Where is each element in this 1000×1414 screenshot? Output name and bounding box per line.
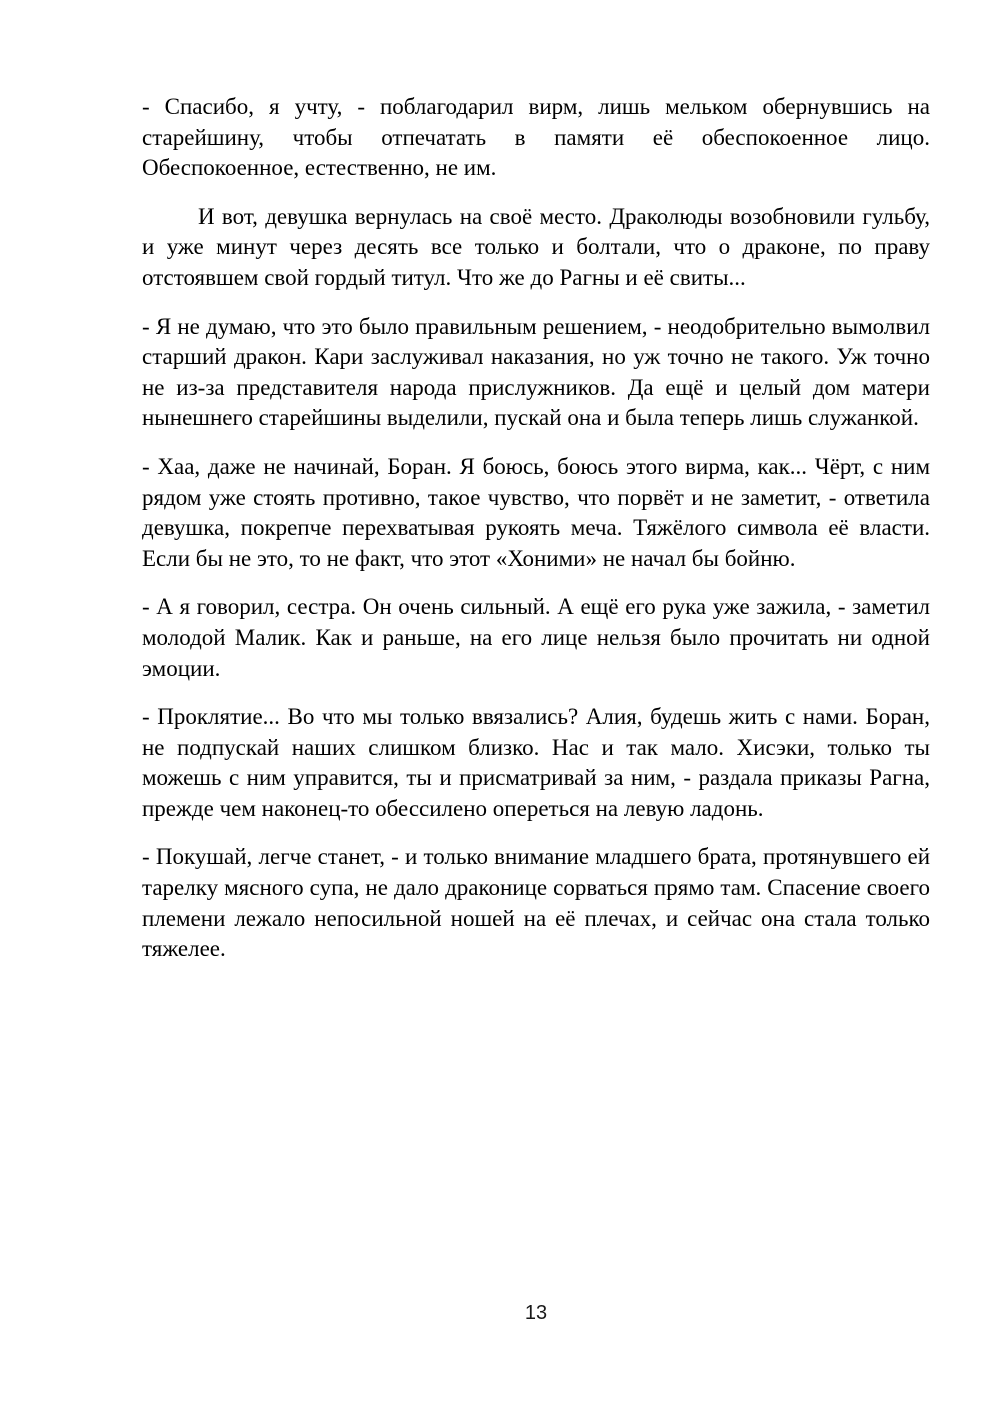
text-block [142,92,930,983]
paragraph: И вот, девушка вернулась на своё место. Драколюды возобновили гульбу, и уже минут через десять все только и болтали, что о драконе, по праву отстоявшем свой гордый титул. Что же до Рагны и её свиты... [142,203,930,290]
paragraph: - Я не думаю, что это было правильным решением, - неодобрительно вымолвил старший дракон. Кари заслуживал наказания, но уж точно не такого. Уж точно не из-за представителя народа прислужников. Да ещё и целый дом матери нынешнего старейшины выделили, пускай она и была теперь лишь служанкой. [142,313,930,431]
paragraph: - Покушай, легче станет, - и только внимание младшего брата, протянувшего ей тарелку мясного супа, не дало драконице сорваться прямо там. Спасение своего племени лежало непосильной ношей на её плечах, и сейчас она стала только тяжелее. [142,844,930,962]
paragraph: - А я говорил, сестра. Он очень сильный. А ещё его рука уже зажила, - заметил молодой Малик. Как и раньше, на его лице нельзя было прочитать ни одной эмоции. [142,594,930,681]
page-number: 13 [524,1302,548,1324]
paragraph: - Проклятие... Во что мы только ввязались? Алия, будешь жить с нами. Боран, не подпускай наших слишком близко. Нас и так мало. Хисэки, только ты можешь с ним управится, ты и присматривай за ним, - раздала приказы Рагна, прежде чем наконец-то обессилено опереться на левую ладонь. [142,704,930,821]
paragraph: - Спасибо, я учту, - поблагодарил вирм, лишь мельком обернувшись на старейшину, чтобы отпечатать в памяти её обеспокоенное лицо. Обеспокоенное, естественно, не им. [142,94,930,181]
paragraph: - Хаа, даже не начинай, Боран. Я боюсь, боюсь этого вирма, как... Чёрт, с ним рядом уже стоять противно, такое чувство, что порвёт и не заметит, - ответила девушка, покрепче перехватывая рукоять меча. Тяжёлого символа её власти. Если бы не это, то не факт, что этот «Хоними» не начал бы бойню. [142,453,930,571]
